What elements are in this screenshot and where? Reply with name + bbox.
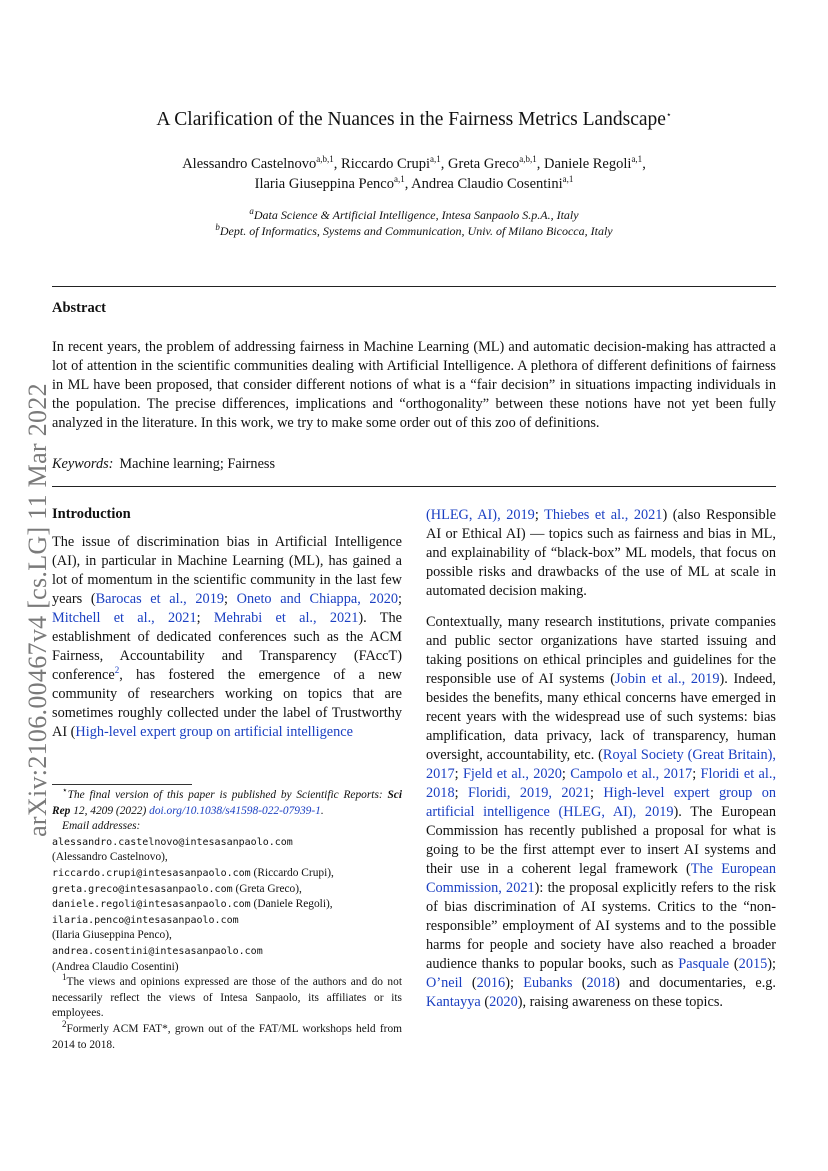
footnote-text: The views and opinions expressed are those of the authors and do not necessarily reflect the views of Intesa Sanpaolo, its affiliates or its employees. [52,976,402,1020]
intro-paragraph-2 [426,613,776,1012]
affiliation-line [110,223,718,239]
text-run: ( [462,975,477,991]
citation-link[interactable]: 2020 [489,994,518,1010]
text-run: ( [480,994,490,1010]
author-affil-mark: a,1 [393,174,405,185]
abstract-bottom-rule [52,486,776,487]
author-affil-mark: a,1 [562,174,574,185]
text-run: ). Indeed, besides the benefits, many ethical concerns have emerged in recent years with the widespread use of such systems: bias amplification, data privacy, lack of transparency, human oversight, accountability, etc. ( [426,671,777,763]
affiliation-text: Dept. of Informatics, Systems and Communication, Univ. of Milano Bicocca, Italy [219,224,613,238]
affiliation-text: Data Science & Artificial Intelligence, Intesa Sanpaolo S.p.A., Italy [253,208,579,222]
citation-link[interactable]: 2018 [586,975,616,991]
citation-link[interactable]: Floridi, 2019, 2021 [467,785,590,801]
email-owner: (Alessandro Castelnovo), [52,851,168,864]
text-run: ; [398,591,402,607]
abstract-heading: Abstract [52,300,106,316]
citation-link[interactable]: High-level expert group on artificial intelligence [75,724,353,740]
email-address[interactable]: greta.greco@intesasanpaolo.com [52,883,233,895]
keywords [52,456,275,473]
text-run: 12, 4209 (2022) [70,804,150,817]
email-address[interactable]: ilaria.penco@intesasanpaolo.com [52,914,239,926]
affiliations [110,207,718,239]
text-run: ; [692,766,701,782]
text-run: ; [561,766,571,782]
email-label [52,819,402,835]
author-name: Andrea Claudio Cosentini [411,176,563,192]
left-column [52,505,402,742]
citation-link[interactable]: Mitchell et al., 2021 [52,610,197,626]
keywords-text: Machine learning; Fairness [119,456,276,472]
affiliation-line [110,207,718,223]
citation-link[interactable]: Floridi et al., 2018 [426,766,777,801]
text-run: ): the proposal explicitly refers to the risk of bias discrimination of AI systems. Critics to the “non-responsible” employment of AI systems and to the possible harms for people and society have also reached a broader audience thanks to popular books, such as [426,880,776,972]
text-run: ; [454,766,463,782]
title-mark: ⋆ [665,109,672,120]
text-run: Sci Rep [52,789,402,817]
author-name: Daniele Regoli [544,156,632,172]
citation-link[interactable]: Jobin et al., 2019 [614,671,720,687]
text-run: ) (also Responsible AI or Ethical AI) — topics such as fairness and bias in ML, and explainability of “black-box” ML models, that focus on possible risks and drawbacks of the use of ML at scale in automated decision making. [426,507,777,599]
email-owner: (Andrea Claudio Cosentini) [52,960,179,973]
text-run: ; [224,591,237,607]
author-name: Alessandro Castelnovo [182,156,317,172]
text-run: ( [729,956,739,972]
text-run: ) and documentaries, e.g. [615,975,776,991]
intro-paragraph-1 [52,533,402,742]
author-name: Greta Greco [448,156,520,172]
right-column [426,506,776,1012]
citation-link[interactable]: 2016 [476,975,506,991]
text-run: . [320,804,324,817]
email-address[interactable]: riccardo.crupi@intesasanpaolo.com [52,867,251,879]
citation-link[interactable]: Pasquale [678,956,730,972]
email-address[interactable]: andrea.cosentini@intesasanpaolo.com [52,945,263,957]
affiliation-mark: b [215,222,220,232]
footnotes [52,785,402,1053]
footnote-star [52,785,402,819]
footnote-number: 1 [62,972,67,983]
author-name: Ilaria Giuseppina Penco [254,176,394,192]
citation-link[interactable]: Oneto and Chiappa, 2020 [236,591,399,607]
email-owner: (Daniele Regoli), [253,898,333,911]
author-affil-mark: a,b,1 [316,154,334,165]
text-run: The issue of discrimination bias in Artificial Intelligence (AI), in particular in Machine Learning (ML), has gained a lot of momentum in the scientific community in the last few years ( [52,534,402,607]
citation-link[interactable]: Eubanks [523,975,573,991]
text-run: , has fostered the emergence of a new community of researchers working on topics that are sometimes roughly collected under the label of Trustworthy AI ( [52,667,402,740]
text-run: ). The establishment of dedicated conferences such as the ACM Fairness, Accountability and Transparency (FAccT) conference [52,610,402,683]
text-run: ); [767,956,776,972]
title-text: A Clarification of the Nuances in the Fairness Metrics Landscape [156,109,666,130]
author-affil-mark: a,b,1 [519,154,537,165]
citation-link[interactable]: O’neil [426,975,463,991]
citation-link[interactable]: 2015 [738,956,768,972]
citation-link[interactable]: Mehrabi et al., 2021 [213,610,359,626]
footnote-rule [52,784,192,785]
citation-link[interactable]: (HLEG, AI), 2019 [426,507,535,523]
paper-title [0,109,828,131]
text-run: ⋆ [62,785,68,796]
citation-link[interactable]: High-level expert group on artificial intelligence (HLEG, AI), 2019 [426,785,777,820]
citation-link[interactable]: Fjeld et al., 2020 [462,766,562,782]
citation-link[interactable]: Thiebes et al., 2021 [544,507,663,523]
author-affil-mark: a,1 [430,154,441,165]
citation-link[interactable]: Kantayya [426,994,481,1010]
author-name: Riccardo Crupi [341,156,431,172]
citation-link[interactable]: 2 [114,665,120,676]
footnote-2 [52,1019,402,1053]
citation-link[interactable]: Barocas et al., 2019 [95,591,224,607]
email-address[interactable]: daniele.regoli@intesasanpaolo.com [52,899,251,911]
abstract-text: In recent years, the problem of addressing fairness in Machine Learning (ML) and automatic decision-making has attracted a lot of attention in the scientific communities dealing with Artificial Intelligence. A plethora of different definitions of fairness in ML have been proposed, that consider different notions of what is a “fair decision” in situations impacting individuals in the population. The precise differences, implications and “orthogonality” between these notions have not yet been fully analyzed in the literature. In this work, we try to make some order out of this zoo of definitions. [52,339,776,432]
text-run: ). The European Commission has recently published a proposal for what is going to be the first attempt ever to insert AI systems and their use in a coherent legal framework ( [426,804,776,877]
footnote-1 [52,972,402,1022]
footnote-number: 2 [62,1019,67,1030]
text-run: ; [196,610,214,626]
keywords-label: Keywords: [52,456,114,472]
affiliation-mark: a [249,206,254,216]
text-run: ; [454,785,468,801]
intro-paragraph-1-continued [426,506,776,601]
email-list [52,835,402,975]
citation-link[interactable]: Royal Society (Great Britain), 2017 [426,747,777,782]
text-run: ; [589,785,604,801]
email-owner: (Greta Greco), [235,882,302,895]
email-label-text: Email addresses: [62,820,141,833]
author-affil-mark: a,1 [631,154,643,165]
text-run: The final version of this paper is published by Scientific Reports: [67,789,388,801]
text-run: ( [572,975,587,991]
author-list: Alessandro Castelnovo$^{a,b,1}$, Riccardo Crupi$^{a,1}$, Greta Greco$^{a,b,1}$, Daniele Regoli$^{a,1}$, Ilaria Giuseppina Penco$^{a,1}$, Andrea Claudio Cosentini$^{a,1}$ [182,154,646,192]
text-run: ); [505,975,524,991]
footnote-text: Formerly ACM FAT*, grown out of the FAT/ML workshops held from 2014 to 2018. [52,1022,402,1051]
text-run: ), raising awareness on these topics. [517,994,723,1010]
citation-link[interactable]: Campolo et al., 2017 [570,766,693,782]
email-owner: (Riccardo Crupi), [253,866,334,879]
text-run: Contextually, many research institutions, private companies and public sector organizations have started issuing and taking positions on ethical principles and guidelines for the responsible use of AI systems ( [426,614,776,687]
section-heading-introduction: Introduction [52,506,131,522]
email-address[interactable]: alessandro.castelnovo@intesasanpaolo.com [52,836,293,848]
email-owner: (Ilaria Giuseppina Penco), [52,929,172,942]
text-run: ; [534,507,545,523]
citation-link[interactable]: doi.org/10.1038/s41598-022-07939-1 [149,804,321,817]
arxiv-id: arXiv:2106.00467v4 [cs.LG] 11 Mar 2022 [23,383,52,837]
top-rule [52,286,776,287]
citation-link[interactable]: The European Commission, 2021 [426,861,776,896]
